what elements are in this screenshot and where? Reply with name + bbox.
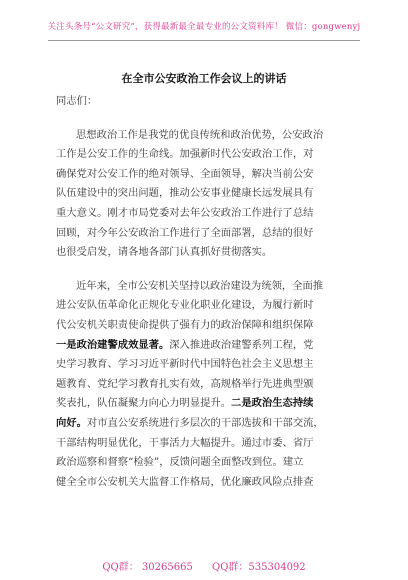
paragraph-line: 史学习教育、学习习近平新时代中国特色社会主义思想主 — [56, 358, 314, 371]
paragraph-line: 政治巡察和督察“检验”，反馈问题全面整改到位。建立 — [56, 456, 304, 469]
paragraph-line: 也很受启发，请各地各部门认真抓好贯彻落实。 — [56, 246, 273, 259]
qq-group-1: QQ群： 30265665 — [102, 562, 193, 573]
paragraph-text: 对市直公安系统进行多层次的干部选拔和干部交流， — [86, 416, 324, 429]
point-one-heading: 一是政治建警成效显著。 — [56, 338, 170, 351]
paragraph-line — [56, 414, 356, 434]
paragraph-1 — [56, 126, 356, 263]
paragraph-line: 队伍建设中的突出问题，推动公安事业健康长远发展具有 — [56, 187, 314, 200]
header-divider — [48, 40, 360, 41]
paragraph-line — [56, 336, 356, 356]
paragraph-line: 健全全市公安机关大监督工作格局，优化廉政风险点排查 — [56, 475, 314, 488]
document-body — [56, 92, 356, 492]
paragraph-line: 重大意义。刚才市局党委对去年公安政治工作进行了总结 — [56, 206, 314, 219]
paragraph-line: 题教育、党纪学习教育扎实有效，高规格举行先进典型颁 — [56, 377, 314, 390]
point-two-heading: 二是政治生态持续 — [231, 397, 314, 410]
paragraph-line: 确保党对公安工作的绝对领导、全面领导，解决当前公安 — [56, 167, 314, 180]
point-two-heading-cont: 向好。 — [56, 416, 87, 429]
paragraph-line: 干部结构明显优化，干事活力大幅提升。通过市委、省厅 — [56, 436, 314, 449]
qq-group-2: QQ群：535304092 — [212, 562, 306, 573]
paragraph-2 — [56, 277, 356, 493]
paragraph-line — [56, 394, 356, 414]
greeting: 同志们： — [56, 95, 98, 107]
paragraph-text: 深入推进政治建警系列工程，党 — [169, 338, 314, 351]
paragraph-line: 代公安机关职责使命提供了强有力的政治保障和组织保障 — [56, 318, 314, 331]
paragraph-line: 工作是公安工作的生命线。加强新时代公安政治工作，对 — [56, 148, 314, 161]
promo-footer — [0, 558, 408, 573]
paragraph-text: 奖表扎，队伍凝聚力向心力明显提升。 — [56, 397, 232, 410]
paragraph-line: 近年来，全市公安机关坚持以政治建设为统领，全面推 — [76, 279, 324, 292]
document-title: 在全市公安政治工作会议上的讲话 — [121, 72, 287, 85]
promo-header: 关注头条号“公文研究”，获得最新最全最专业的公文资料库！ 微信：gongwenyj — [47, 22, 361, 32]
paragraph-line: 回顾，对今年公安政治工作进行了全面部署，总结的很好 — [56, 226, 314, 239]
paragraph-line: 思想政治工作是我党的优良传统和政治优势，公安政治 — [76, 128, 324, 141]
paragraph-line: 进公安队伍革命化正规化专业化职业化建设，为履行新时 — [56, 299, 314, 312]
